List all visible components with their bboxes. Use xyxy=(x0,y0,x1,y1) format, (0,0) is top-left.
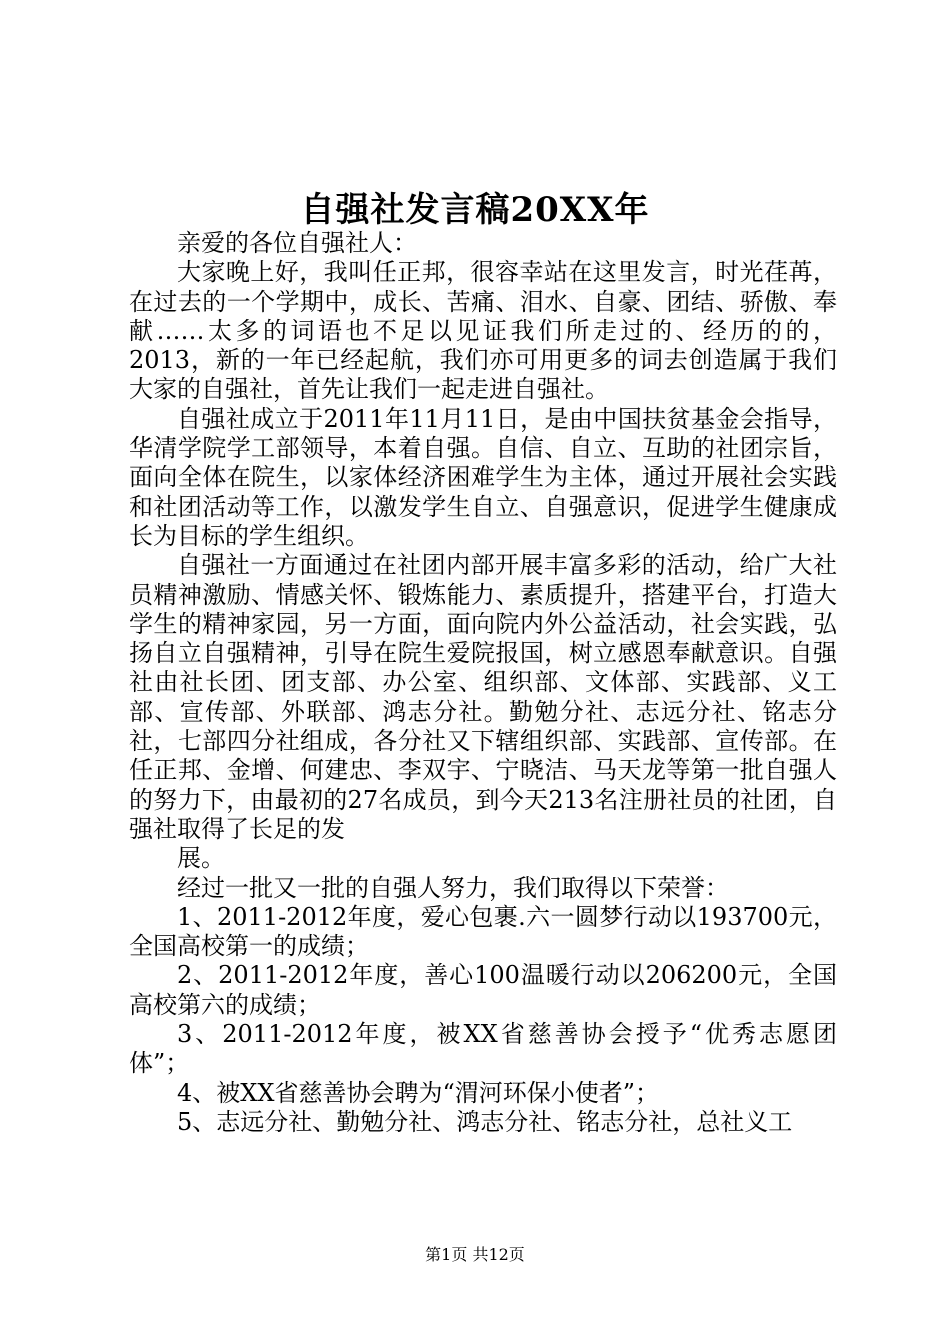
paragraph-honors-intro: 经过一批又一批的自强人努力，我们取得以下荣誉： xyxy=(177,873,729,902)
honor-item-1: 1、2011-2012年度，爱心包裹.六一圆梦行动以193700元，全国高校第一的成绩； xyxy=(129,902,837,961)
document-body xyxy=(129,229,837,1137)
document-title: 自强社发言稿20XX年 xyxy=(300,190,650,230)
paragraph-intro: 大家晚上好，我叫任正邦，很容幸站在这里发言，时光荏苒，在过去的一个学期中，成长、苦痛、泪水、自豪、团结、骄傲、奉献……太多的词语也不足以见证我们所走过的、经历的的，2013，新的一年已经起航，我们亦可用更多的词去创造属于我们大家的自强社，首先让我们一起走进自强社。 xyxy=(129,258,837,404)
page-number-footer: 第1页 共12页 xyxy=(425,1245,525,1264)
honor-item-3: 3、2011-2012年度，被XX省慈善协会授予“优秀志愿团体”； xyxy=(129,1020,837,1078)
paragraph-activities: 自强社一方面通过在社团内部开展丰富多彩的活动，给广大社员精神激励、情感关怀、锻炼能力、素质提升，搭建平台，打造大学生的精神家园，另一方面，面向院内外公益活动，社会实践，弘扬自立自强精神，引导在院生爱院报国，树立感恩奉献意识。自强社由社长团、团支部、办公室、组织部、文体部、实践部、义工部、宣传部、外联部、鸿志分社。勤勉分社、志远分社、铭志分社，七部四分社组成，各分社又下辖组织部、实践部、宣传部。在任正邦、金增、何建忠、李双宇、宁晓洁、马天龙等第一批自强人的努力下，由最初的27名成员，到今天213名注册社员的社团，自强社取得了长足的发 xyxy=(129,551,837,843)
honor-item-4: 4、被XX省慈善协会聘为“渭河环保小使者”； xyxy=(177,1078,659,1107)
paragraph-founding: 自强社成立于2011年11月11日，是由中国扶贫基金会指导，华清学院学工部领导，本着自强。自信、自立、互助的社团宗旨，面向全体在院生，以家体经济困难学生为主体，通过开展社会实践和社团活动等工作，以激发学生自立、自强意识，促进学生健康成长为目标的学生组织。 xyxy=(129,404,837,550)
paragraph-continuation: 展。 xyxy=(177,844,225,873)
honor-item-5: 5、志远分社、勤勉分社、鸿志分社、铭志分社，总社义工 xyxy=(177,1107,793,1136)
honor-item-2: 2、2011-2012年度，善心100温暖行动以206200元，全国高校第六的成绩； xyxy=(129,961,837,1019)
paragraph-greeting: 亲爱的各位自强社人： xyxy=(177,229,417,257)
